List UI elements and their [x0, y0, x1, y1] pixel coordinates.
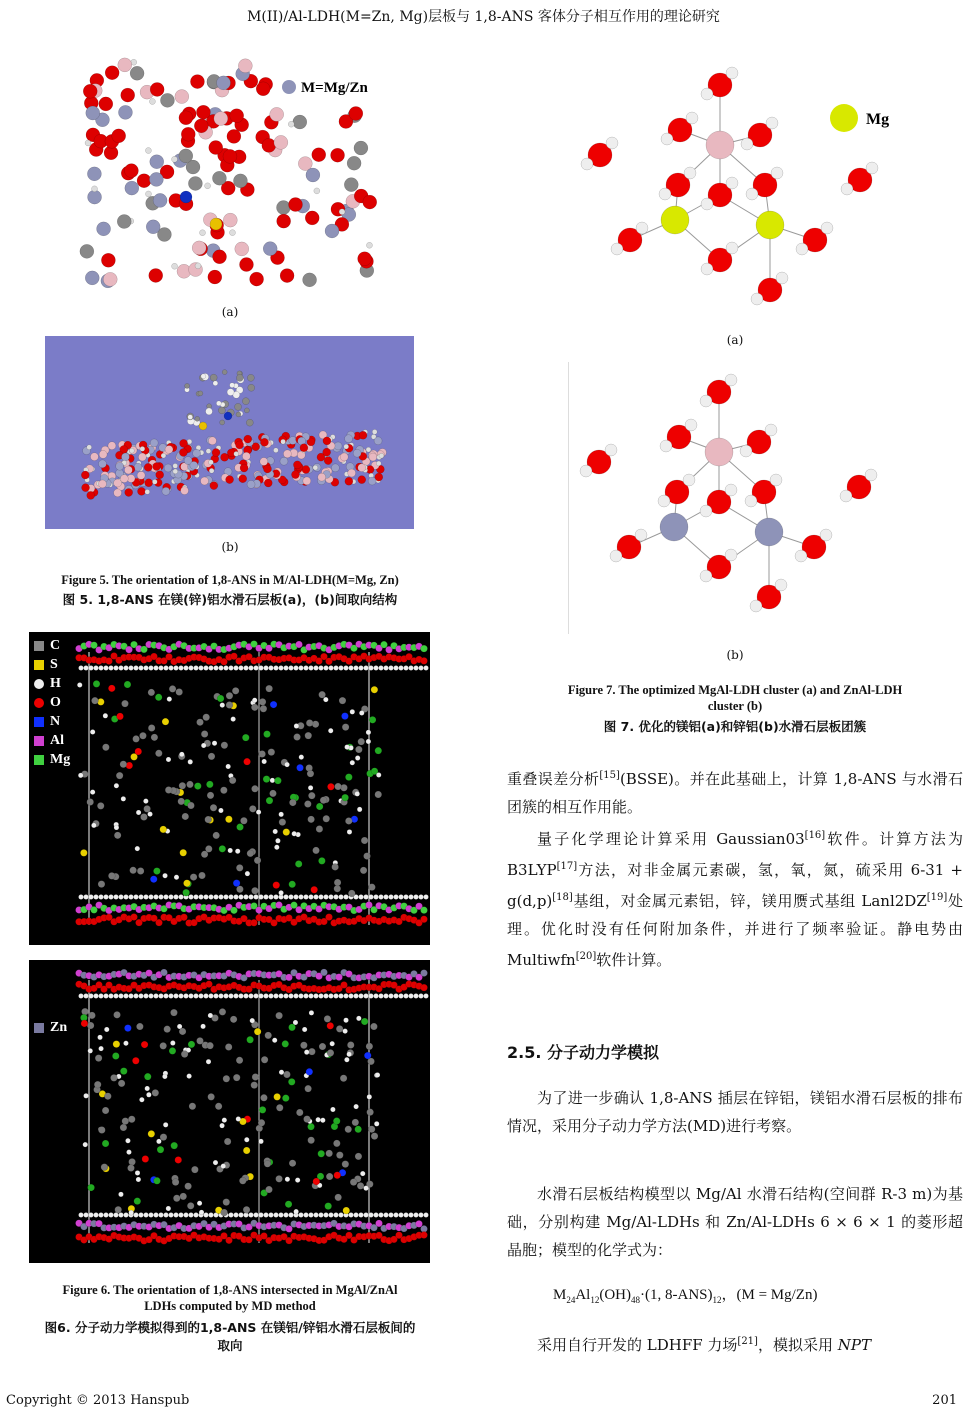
- chemical-formula: $M_{24}Al_{12}(OH)_{48}\cdot(1$, $8-ANS)_{12}$，(M = Mg/Zn): [553, 1287, 818, 1305]
- paragraph-model: 水滑石层板结构模型以 Mg/Al 水滑石结构(空间群 R-3 m)为基础，分别构建 Mg/Al-LDHs 和 Zn/Al-LDHs 6 × 6 × 1 的菱形超晶胞；模型的化学式为：: [507, 1185, 963, 1259]
- figure-5a-label: (a): [221, 305, 239, 319]
- figure-6-bottom: [29, 960, 430, 1263]
- legend-c: C: [34, 636, 70, 655]
- figure-5-caption-cn: 图 5. 1,8-ANS 在镁(锌)铝水滑石层板(a)，(b)间取向结构: [62, 592, 398, 607]
- running-title: M(II)/Al-LDH(M=Zn, Mg)层板与 1,8-ANS 客体分子相互作用的理论研究: [247, 9, 720, 25]
- section-heading-2-5: 2.5. 分子动力学模拟: [507, 1043, 659, 1062]
- figure-7a-cluster-image: [570, 55, 900, 317]
- figure-6-top: [29, 632, 430, 945]
- figure-6-bottom-md-image: [29, 960, 430, 1263]
- figure-6-caption-cn-1: 图6. 分子动力学模拟得到的1,8-ANS 在镁铝/锌铝水滑石层板间的: [44, 1320, 416, 1335]
- figure-7a: [570, 55, 900, 317]
- paragraph-md-intro: 为了进一步确认 1,8-ANS 插层在锌铝，镁铝水滑石层板的排布情况，采用分子动力学方法(MD)进行考察。: [507, 1089, 963, 1135]
- figure-6-legend-zn: Zn: [34, 1018, 67, 1037]
- paragraph-quantum-chem: 量子化学理论计算采用 Gaussian03[16]软件。计算方法为 B3LYP[17]方法，对非金属元素碳，氢，氧，氮，硫采用 6-31 + g(d,p)[18]基组，对金属元素铝，锌，镁用赝式基组 Lanl2DZ[19]处理。优化时没有任何附加条件，并进行了频率验证。静电势由 Multiwfn[20]软件计算。: [507, 830, 963, 969]
- legend-s: S: [34, 655, 70, 674]
- figure-5a: [76, 52, 381, 294]
- legend-al: Al: [34, 731, 70, 750]
- legend-h: H: [34, 674, 70, 693]
- figure-5a-molecule-image: [76, 52, 381, 294]
- figure-7b-cluster-image: [569, 362, 901, 634]
- figure-5b: [45, 336, 414, 529]
- figure-5-caption-en: Figure 5. The orientation of 1,8-ANS in M/Al-LDH(M=Mg, Zn): [61, 573, 399, 587]
- figure-6-caption-en-2: LDHs computed by MD method: [144, 1299, 316, 1313]
- paragraph-forcefield: 采用自行开发的 LDHFF 力场[21]，模拟采用 NPT: [537, 1336, 871, 1354]
- legend-n: N: [34, 712, 70, 731]
- footer-copyright: Copyright © 2013 Hanspub: [6, 1393, 190, 1408]
- figure-7-caption-en-1: Figure 7. The optimized MgAl-LDH cluster (a) and ZnAl-LDH: [567, 683, 903, 697]
- legend-mg: Mg: [34, 750, 70, 769]
- figure-7-caption-en-2: cluster (b): [707, 699, 763, 713]
- figure-5b-label: (b): [221, 540, 239, 554]
- figure-6-legend: [34, 636, 70, 769]
- figure-7a-legend-text: Mg: [866, 111, 890, 128]
- figure-7b-label: (b): [726, 648, 744, 662]
- figure-7-caption-cn: 图 7. 优化的镁铝(a)和锌铝(b)水滑石层板团簇: [603, 719, 867, 734]
- legend-o: O: [34, 693, 70, 712]
- figure-6-top-md-image: [29, 632, 430, 945]
- figure-5a-legend-text: M=Mg/Zn: [301, 80, 368, 96]
- paragraph-bsse: 重叠误差分析[15](BSSE)。并在此基础上，计算 1,8-ANS 与水滑石团簇的相互作用能。: [507, 770, 963, 816]
- figure-6-caption-cn-2: 取向: [217, 1338, 243, 1353]
- page-number: 201: [932, 1393, 957, 1408]
- figure-5b-molecule-image: [45, 336, 414, 529]
- figure-7b: [568, 362, 901, 634]
- figure-6-caption-en-1: Figure 6. The orientation of 1,8-ANS intersected in MgAl/ZnAl: [62, 1283, 398, 1297]
- figure-7a-label: (a): [726, 333, 744, 347]
